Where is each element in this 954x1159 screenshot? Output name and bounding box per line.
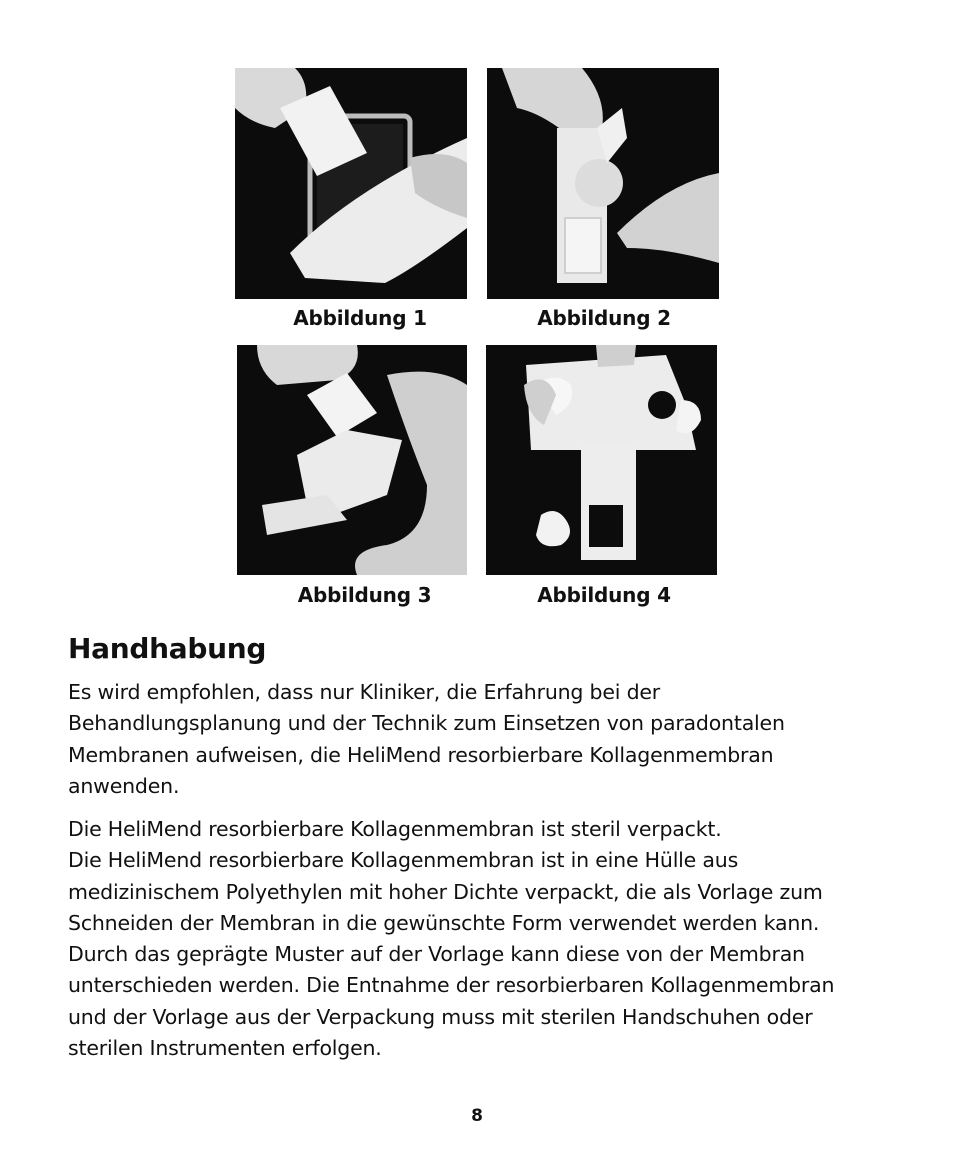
paragraph-2-line: sterilen Instrumenten erfolgen. (68, 1036, 382, 1061)
paragraph-2 (68, 814, 928, 1064)
figure-3-illustration (237, 345, 467, 575)
paragraph-1 (68, 677, 928, 802)
figure-3-caption: Abbildung 3 (297, 583, 432, 607)
section-heading: Handhabung (68, 632, 267, 665)
paragraph-1-line: anwenden. (68, 773, 180, 798)
paragraph-2-line: Schneiden der Membran in die gewünschte Form verwendet werden kann. (68, 910, 820, 935)
paragraph-1-line: Es wird empfohlen, dass nur Kliniker, die Erfahrung bei der (68, 680, 661, 704)
figure-1-caption: Abbildung 1 (293, 306, 427, 330)
paragraph-2-line: Die HeliMend resorbierbare Kollagenmembran ist steril verpackt. (68, 817, 722, 841)
figure-4-caption: Abbildung 4 (537, 583, 671, 607)
page-number: 8 (471, 1106, 483, 1126)
figure-1-photo (235, 68, 467, 299)
paragraph-2-line: Durch das geprägte Muster auf der Vorlage kann diese von der Membran (68, 942, 805, 967)
figure-4-photo (486, 345, 717, 575)
figure-1-illustration (235, 68, 467, 299)
paragraph-1-line: Membranen aufweisen, die HeliMend resorbierbare Kollagenmembran (68, 742, 774, 767)
paragraph-1-line: Behandlungsplanung und der Technik zum Einsetzen von paradontalen (68, 711, 785, 736)
figure-2-caption: Abbildung 2 (537, 306, 671, 330)
paragraph-2-line: und der Vorlage aus der Verpackung muss mit sterilen Handschuhen oder (68, 1004, 813, 1029)
paragraph-2-line: Die HeliMend resorbierbare Kollagenmembran ist in eine Hülle aus (68, 848, 739, 873)
figure-2-photo (487, 68, 719, 299)
figure-4-illustration (486, 345, 717, 575)
figure-2-illustration (487, 68, 719, 299)
paragraph-2-line: medizinischem Polyethylen mit hoher Dichte verpackt, die als Vorlage zum (68, 879, 823, 904)
figure-3-photo (237, 345, 467, 575)
paragraph-2-line: unterschieden werden. Die Entnahme der resorbierbaren Kollagenmembran (68, 973, 835, 998)
